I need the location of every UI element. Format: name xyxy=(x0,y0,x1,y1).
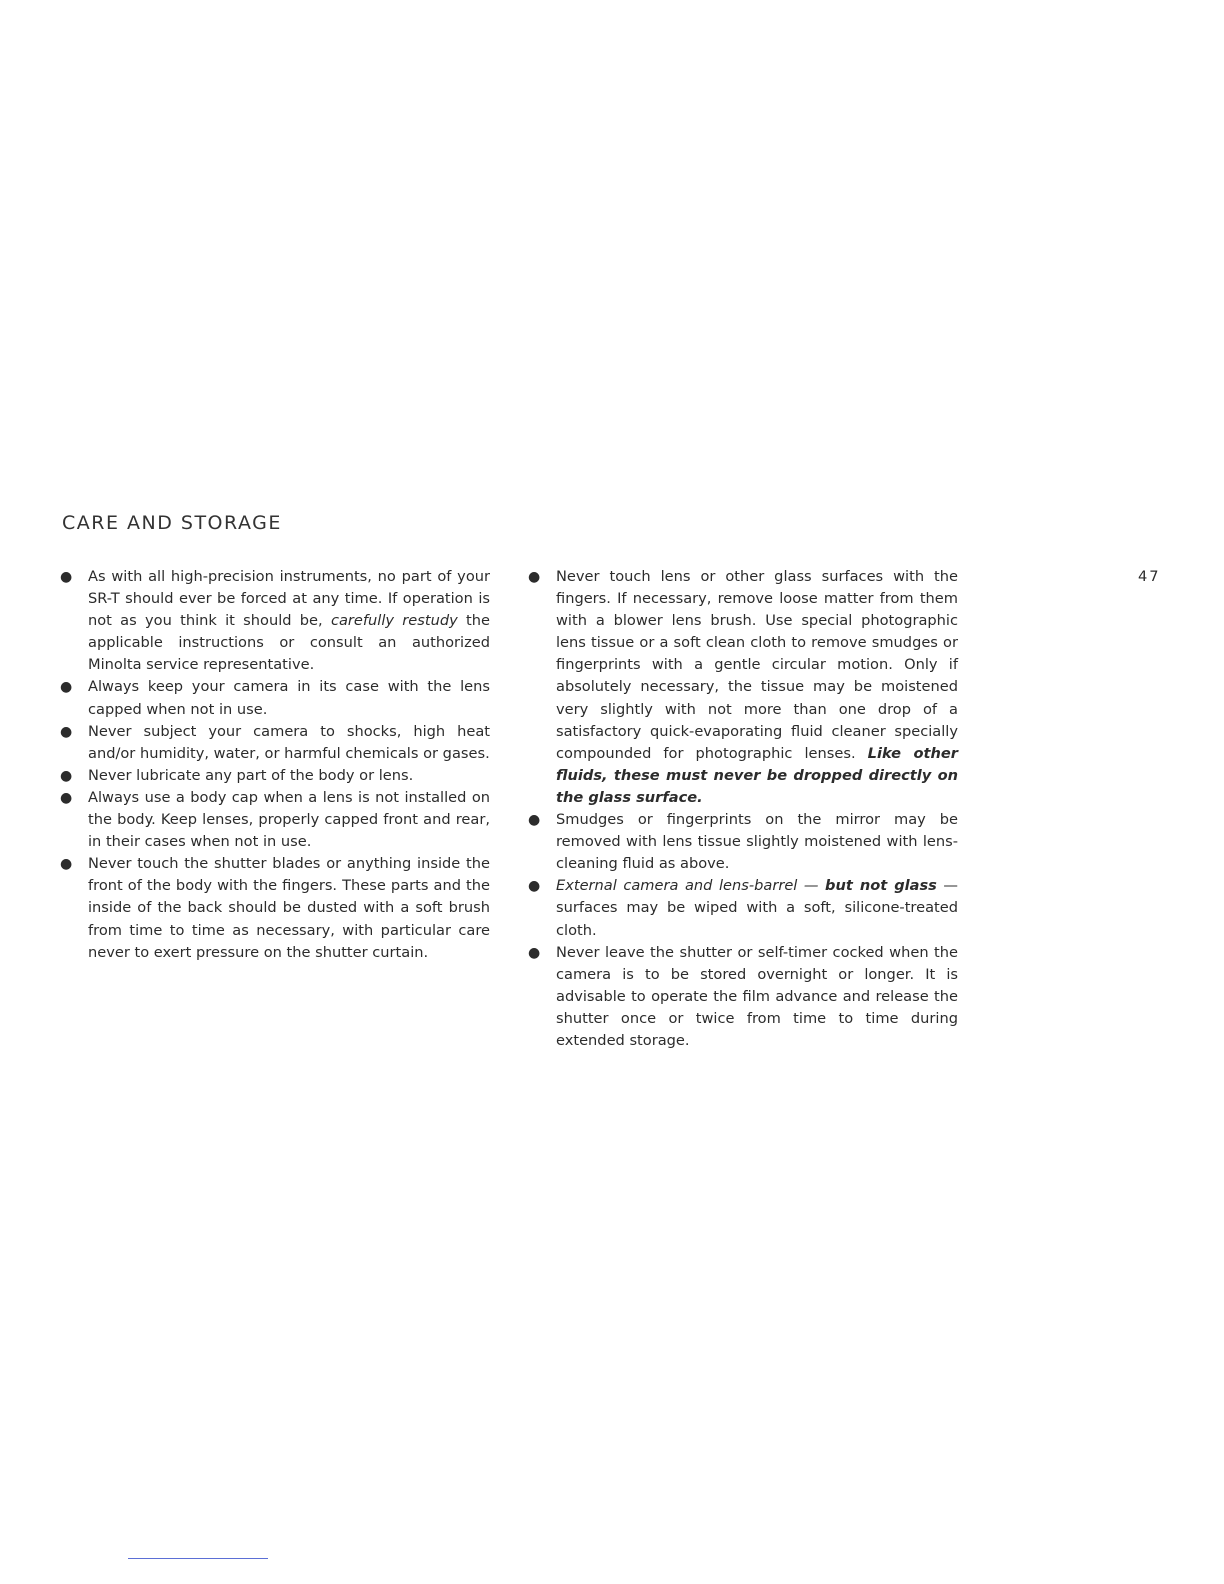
item-text: Never subject your camera to shocks, high heat and/or humidity, water, or harmful chemicals or gases. xyxy=(88,722,490,762)
item-text: Never leave the shutter or self-timer cocked when the camera is to be stored overnight or longer. It is advisable to operate the film advance and release the shutter once or twice from time to time during extended storage. xyxy=(556,943,958,1049)
item-text-after: — surfaces may be wiped with a soft, silicone-treated cloth. xyxy=(556,877,958,939)
bullet-icon: ● xyxy=(528,812,541,829)
bullet-icon: ● xyxy=(528,569,541,585)
bullet-icon: ● xyxy=(60,767,73,784)
bullet-icon: ● xyxy=(60,679,73,696)
bullet-icon: ● xyxy=(528,878,541,895)
bullet-icon: ● xyxy=(60,789,73,806)
item-italic-text: External camera and lens-barrel — xyxy=(556,877,826,895)
item-text: Always keep your camera in its case with the lens capped when not in use. xyxy=(88,678,490,718)
item-text: Always use a body cap when a lens is not installed on the body. Keep lenses, properly capped front and rear, in their cases when not in use. xyxy=(88,788,490,851)
bullet-icon: ● xyxy=(60,856,73,873)
list-item xyxy=(60,765,490,787)
page-number: 47 xyxy=(1138,568,1161,585)
item-text: Never touch lens or other glass surfaces with the fingers. If necessary, remove loose matter from them with a blower lens brush. Use special photographic lens tissue or a soft clean cloth to remove smudges or fingerprints with a gentle circular motion. Only if absolutely necessary, the tissue may be moistened very slightly with not more than one drop of a satisfactory quick-evaporating fluid cleaner specially compounded for photographic lenses. xyxy=(556,568,958,762)
list-item xyxy=(528,566,959,809)
item-italic-text: carefully restudy xyxy=(330,612,458,630)
bullet-icon: ● xyxy=(60,723,73,740)
list-item xyxy=(528,875,958,941)
list-item xyxy=(60,721,490,765)
item-text: Never touch the shutter blades or anything inside the front of the body with the fingers. These parts and the inside of the back should be dusted with a soft brush from time to time as necessary, with particular care never to exert pressure on the shutter curtain. xyxy=(88,855,490,961)
bullet-icon: ● xyxy=(528,944,541,961)
item-text: As with all high-precision instruments, no part of your SR-T should ever be forced at any time. If operation is not as you think it should be, xyxy=(88,568,490,630)
left-column xyxy=(60,566,490,964)
list-item xyxy=(60,676,490,720)
list-item xyxy=(60,566,490,676)
list-item xyxy=(60,853,490,963)
bullet-icon: ● xyxy=(60,569,73,585)
item-emphasis-text: but not glass xyxy=(825,877,937,895)
right-column xyxy=(528,566,959,1052)
item-text: Never lubricate any part of the body or lens. xyxy=(88,766,414,784)
item-text: Smudges or fingerprints on the mirror may be removed with lens tissue slightly moistened with lens-cleaning fluid as above. xyxy=(556,811,958,873)
list-item xyxy=(60,787,490,853)
footer-rule xyxy=(128,1558,268,1559)
list-item xyxy=(528,809,958,875)
list-item xyxy=(528,942,958,1052)
page-title: CARE AND STORAGE xyxy=(62,512,282,534)
item-emphasis-text: Like other fluids, these must never be dropped directly on the glass surface. xyxy=(556,744,959,806)
item-text-after: the applicable instructions or consult an authorized Minolta service representative. xyxy=(88,612,490,674)
